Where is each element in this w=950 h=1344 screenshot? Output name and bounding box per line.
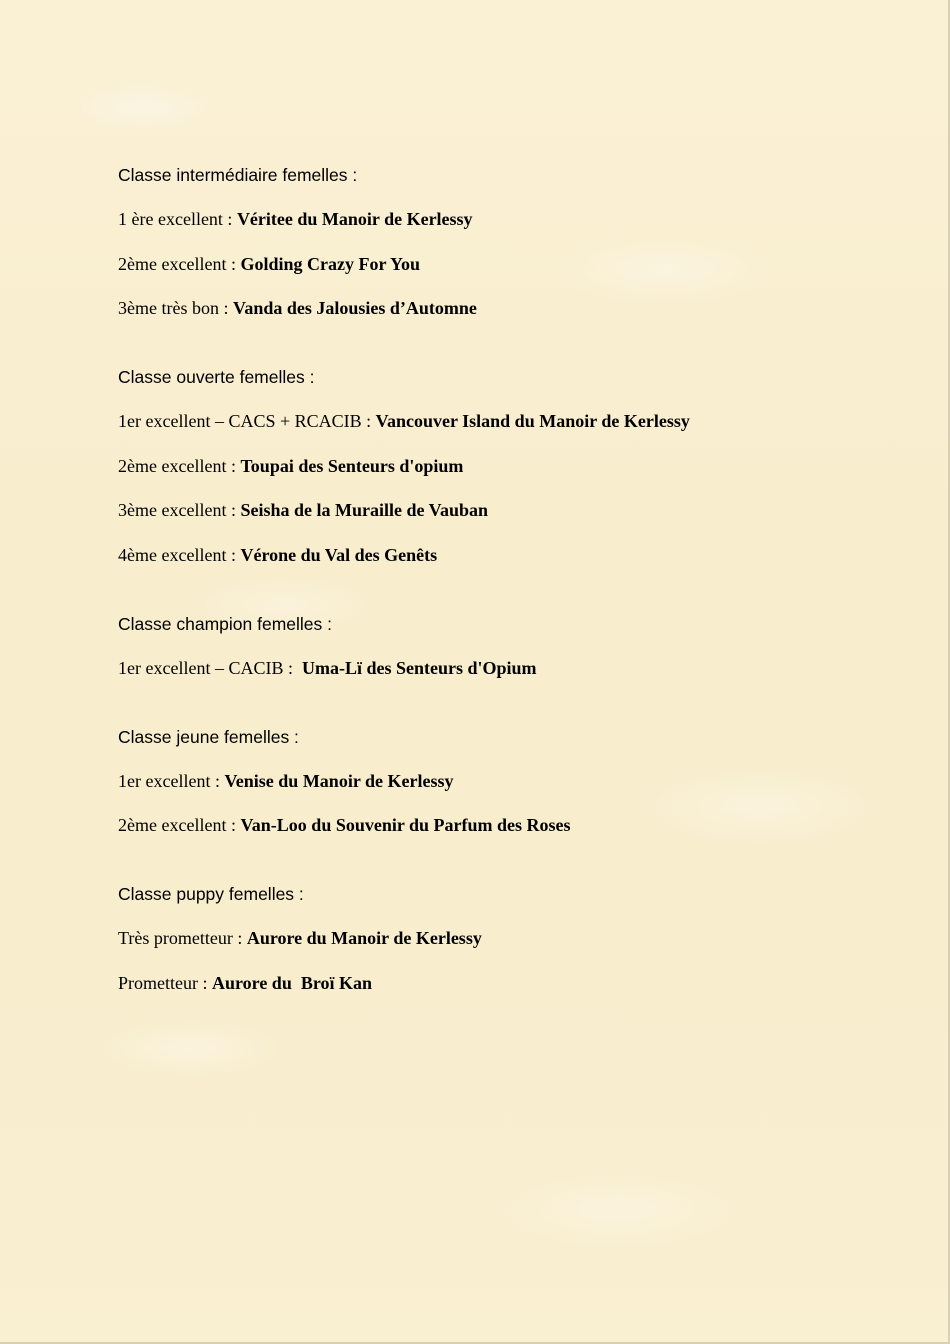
entry-rank: 1er excellent – CACIB :	[118, 657, 302, 678]
section-ouverte	[118, 364, 898, 568]
result-entry	[118, 768, 898, 794]
entry-rank: 1 ère excellent :	[118, 209, 237, 229]
result-entry	[118, 655, 898, 681]
entry-dog-name: Aurore du Broï Kan	[211, 972, 373, 993]
result-entry	[118, 970, 898, 996]
result-entry	[118, 497, 898, 523]
entry-rank: 2ème excellent :	[118, 815, 241, 835]
result-entry	[118, 251, 898, 277]
entry-dog-name: Toupai des Senteurs d'opium	[240, 455, 464, 476]
results-list	[118, 162, 898, 996]
entry-dog-name: Aurore du Manoir de Kerlessy	[246, 928, 482, 948]
section-heading: Classe intermédiaire femelles :	[118, 165, 358, 185]
entry-dog-name: Uma-Lï des Senteurs d'Opium	[301, 657, 537, 678]
result-entry	[118, 542, 898, 568]
entry-dog-name: Vancouver Island du Manoir de Kerlessy	[375, 411, 690, 431]
result-entry	[118, 295, 898, 321]
entry-rank: 1er excellent :	[118, 770, 225, 791]
entry-dog-name: Seisha de la Muraille de Vauban	[240, 500, 489, 520]
section-heading: Classe puppy femelles :	[118, 884, 304, 904]
section-jeune	[118, 724, 898, 839]
result-entry	[118, 925, 898, 951]
result-entry	[118, 408, 898, 434]
entry-rank: 1er excellent – CACS + RCACIB :	[118, 411, 376, 431]
entry-rank: Très prometteur :	[118, 928, 247, 948]
section-heading: Classe ouverte femelles :	[118, 367, 315, 387]
entry-rank: 4ème excellent :	[118, 544, 241, 565]
entry-rank: 3ème très bon :	[118, 298, 233, 318]
section-heading: Classe jeune femelles :	[118, 726, 299, 747]
entry-rank: 2ème excellent :	[118, 455, 241, 476]
entry-dog-name: Vanda des Jalousies d’Automne	[232, 298, 477, 318]
result-entry	[118, 812, 898, 838]
result-entry	[118, 453, 898, 479]
section-champion	[118, 611, 898, 681]
entry-rank: 3ème excellent :	[118, 500, 241, 520]
entry-rank: Prometteur :	[118, 972, 212, 993]
section-puppy	[118, 881, 898, 996]
entry-dog-name: Venise du Manoir de Kerlessy	[224, 770, 454, 791]
section-intermediaire	[118, 162, 898, 321]
entry-dog-name: Golding Crazy For You	[240, 253, 420, 274]
result-entry	[118, 206, 898, 232]
entry-rank: 2ème excellent :	[118, 253, 241, 274]
entry-dog-name: Vérone du Val des Genêts	[240, 544, 438, 565]
entry-dog-name: Van-Loo du Souvenir du Parfum des Roses	[240, 815, 571, 835]
entry-dog-name: Véritee du Manoir de Kerlessy	[236, 209, 473, 229]
section-heading: Classe champion femelles :	[118, 613, 332, 634]
